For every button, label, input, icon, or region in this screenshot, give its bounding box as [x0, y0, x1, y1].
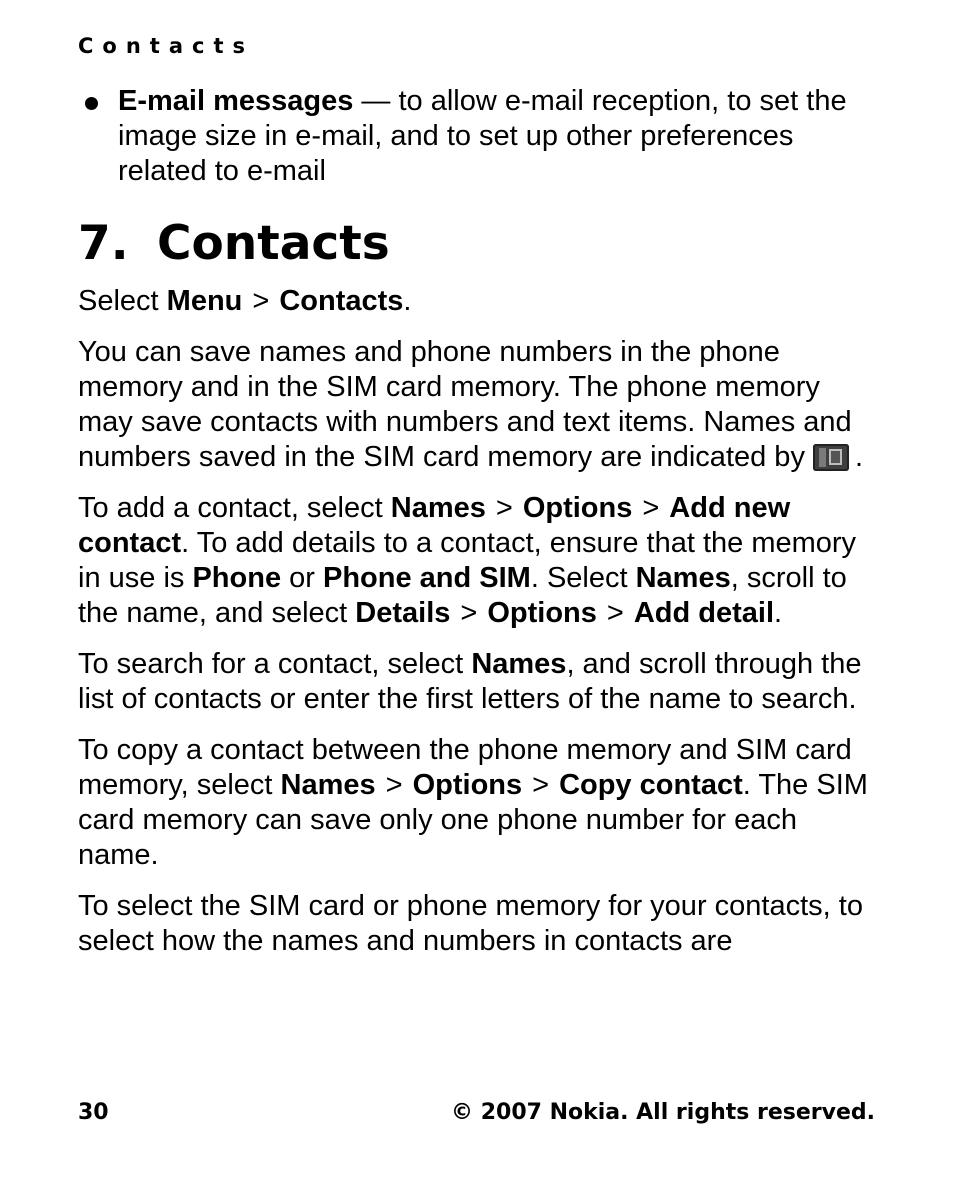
add-new-contact-term: Add new contact [78, 492, 791, 559]
paragraph-save-contacts [78, 335, 878, 475]
chapter-number: 7. [78, 216, 129, 271]
names-term: Names [390, 492, 486, 524]
text: , and scroll through the list of contacts or enter the first letters of the name to search. [78, 648, 862, 715]
separator: > [606, 597, 624, 629]
names-term: Names [280, 769, 376, 801]
text: . [774, 597, 783, 629]
text: . [854, 441, 864, 473]
page-number: 30 [78, 1100, 109, 1125]
separator: > [252, 285, 270, 317]
text: , scroll to the name, and select [78, 562, 847, 629]
separator: > [385, 769, 403, 801]
names-term: Names [471, 648, 567, 680]
text: To add a contact, select [78, 492, 391, 524]
chapter-name: Contacts [157, 216, 390, 271]
paragraph-copy-contact [78, 733, 878, 873]
paragraph-add-contact [78, 491, 878, 631]
separator: > [460, 597, 478, 629]
paragraph-select-menu [78, 284, 878, 319]
separator: > [642, 492, 660, 524]
phone-and-sim-term: Phone and SIM [322, 562, 531, 594]
chapter-title [78, 212, 390, 276]
text: To copy a contact between the phone memory and SIM card memory, select [78, 734, 852, 801]
text: You can save names and phone numbers in the phone memory and in the SIM card memory. The phone memory may save contacts with numbers and text items. Names and numbers saved in the SIM card memory are indicated by [78, 336, 852, 473]
sim-card-icon [813, 444, 849, 471]
body-text [78, 284, 878, 975]
options-term: Options [487, 597, 597, 629]
details-term: Details [355, 597, 451, 629]
text: . [403, 285, 412, 317]
text: . To add details to a contact, ensure that the memory in use is [78, 527, 857, 594]
phone-term: Phone [192, 562, 282, 594]
copyright-notice: © 2007 Nokia. All rights reserved. [451, 1100, 875, 1125]
options-term: Options [412, 769, 523, 801]
add-detail-term: Add detail [633, 597, 774, 629]
text: To search for a contact, select [78, 648, 472, 680]
running-head: Contacts [78, 34, 254, 58]
text: Select [78, 285, 167, 317]
names-term: Names [635, 562, 731, 594]
separator: > [532, 769, 550, 801]
paragraph-search-contact [78, 647, 878, 717]
text: . Select [530, 562, 636, 594]
separator: > [495, 492, 513, 524]
bullet-text [118, 84, 878, 189]
bullet-item-email-messages [78, 84, 878, 189]
text: or [281, 562, 323, 594]
bullet-description: — to allow e-mail reception, to set the image size in e-mail, and to set up other preferences related to e-mail [118, 85, 847, 187]
copy-contact-term: Copy contact [559, 769, 743, 801]
options-term: Options [522, 492, 633, 524]
bullet-icon [85, 97, 98, 110]
menu-term: Menu [166, 285, 243, 317]
contacts-term: Contacts [279, 285, 404, 317]
text: To select the SIM card or phone memory for your contacts, to select how the names and numbers in contacts are [78, 890, 863, 957]
text: . The SIM card memory can save only one phone number for each name. [78, 769, 868, 871]
paragraph-select-memory [78, 889, 878, 959]
bullet-term: E-mail messages [118, 85, 354, 117]
